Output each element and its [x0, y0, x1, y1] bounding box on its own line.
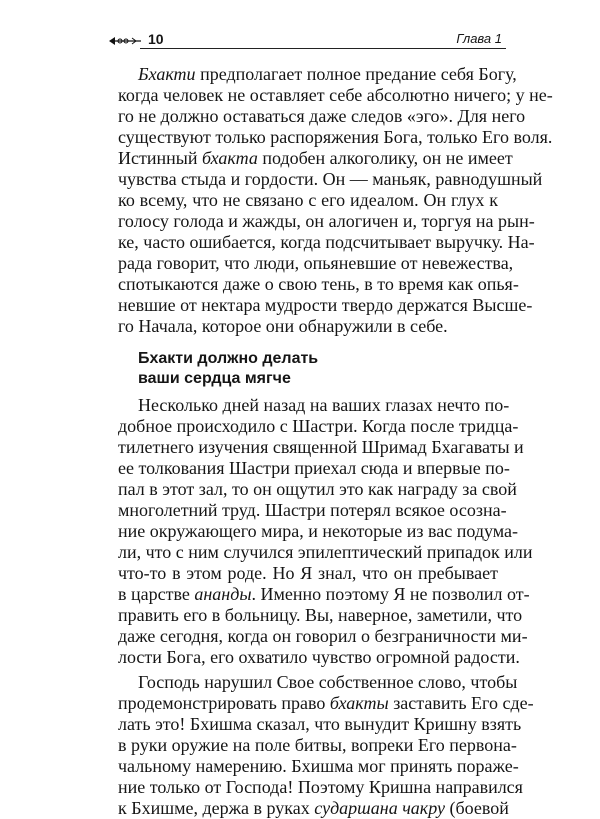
text-line: невшие от нектара мудрости твердо держатся Высше-: [118, 295, 533, 315]
text-line: рада говорит, что люди, опьяневшие от невежества,: [118, 253, 514, 273]
text-line: в царстве ананды. Именно поэтому Я не позволил от-: [118, 584, 530, 604]
text-line: чальному намерению. Бхишма мог принять пораже-: [118, 756, 519, 776]
text-line: к Бхишме, держа в руках сударшана чакру (боевой: [118, 798, 509, 818]
page-number: 10: [148, 31, 164, 47]
text-line: го Начала, которое они обнаружили в себе.: [118, 316, 448, 336]
chapter-label: Глава 1: [456, 31, 502, 46]
text-line: ко всему, что не связано с его идеалом. Он глух к: [118, 190, 498, 210]
text-line: ние только от Господа! Поэтому Кришна направился: [118, 777, 523, 797]
text-line: голосу голода и жажды, он алогичен и, торгуя на рын-: [118, 211, 535, 231]
text-line: спотыкаются даже о свою тень, в то время как опья-: [118, 274, 519, 294]
text-line: Несколько дней назад на ваших глазах нечто по-: [138, 395, 510, 415]
text-line: добное происходило с Шастри. Когда после тридца-: [118, 416, 519, 436]
text-line: ли, что с ним случился эпилептический припадок или: [118, 542, 533, 562]
body-text: [118, 64, 553, 819]
running-header: [108, 30, 506, 50]
text-line: тилетнего изучения священной Шримад Бхагаваты и: [118, 437, 524, 457]
header-rule: [140, 48, 506, 49]
heading-line: ваши сердца мягче: [138, 370, 291, 387]
text-line: что-то в этом роде. Но Я знал, что он пребывает: [118, 563, 498, 583]
text-line: ее толкования Шастри приехал сюда и впервые по-: [118, 458, 510, 478]
text-line: даже сегодня, когда он говорил о безграничности ми-: [118, 626, 528, 646]
text-line: пал в этот зал, то он ощутил это как награду за свой: [118, 479, 517, 499]
text-line: Истинный бхакта подобен алкоголику, он не имеет: [118, 148, 513, 168]
heading-line: Бхакти должно делать: [138, 350, 319, 367]
text-line: Бхакти предполагает полное предание себя Богу,: [138, 64, 517, 84]
arrow-ornament-icon: [108, 35, 142, 47]
text-line: ние окружающего мира, и некоторые из вас подума-: [118, 521, 519, 541]
paragraph: [118, 64, 553, 337]
text-line: ке, часто ошибается, когда подсчитывает выручку. На-: [118, 232, 535, 252]
text-line: лости Бога, его охватило чувство огромной радости.: [118, 647, 520, 667]
text-line: править его в больницу. Вы, наверное, заметили, что: [118, 605, 523, 625]
text-line: го не должно оставаться даже следов «эго». Для него: [118, 106, 526, 126]
text-line: многолетний труд. Шастри потерял всякое осозна-: [118, 500, 507, 520]
text-line: продемонстрировать право бхакты заставить Его сде-: [118, 693, 534, 713]
text-line: существуют только распоряжения Бога, только Его воля.: [118, 127, 553, 147]
text-line: лать это! Бхишма сказал, что вынудит Кришну взять: [118, 714, 522, 734]
text-line: в руки оружие на поле битвы, вопреки Его первона-: [118, 735, 517, 755]
text-line: когда человек не оставляет себе абсолютно ничего; у не-: [118, 85, 553, 105]
paragraph: [118, 672, 534, 819]
text-line: чувства стыда и гордости. Он — маньяк, равнодушный: [118, 169, 543, 189]
text-line: Господь нарушил Свое собственное слово, чтобы: [138, 672, 518, 692]
section-heading: [118, 349, 498, 389]
paragraph: [118, 395, 533, 668]
